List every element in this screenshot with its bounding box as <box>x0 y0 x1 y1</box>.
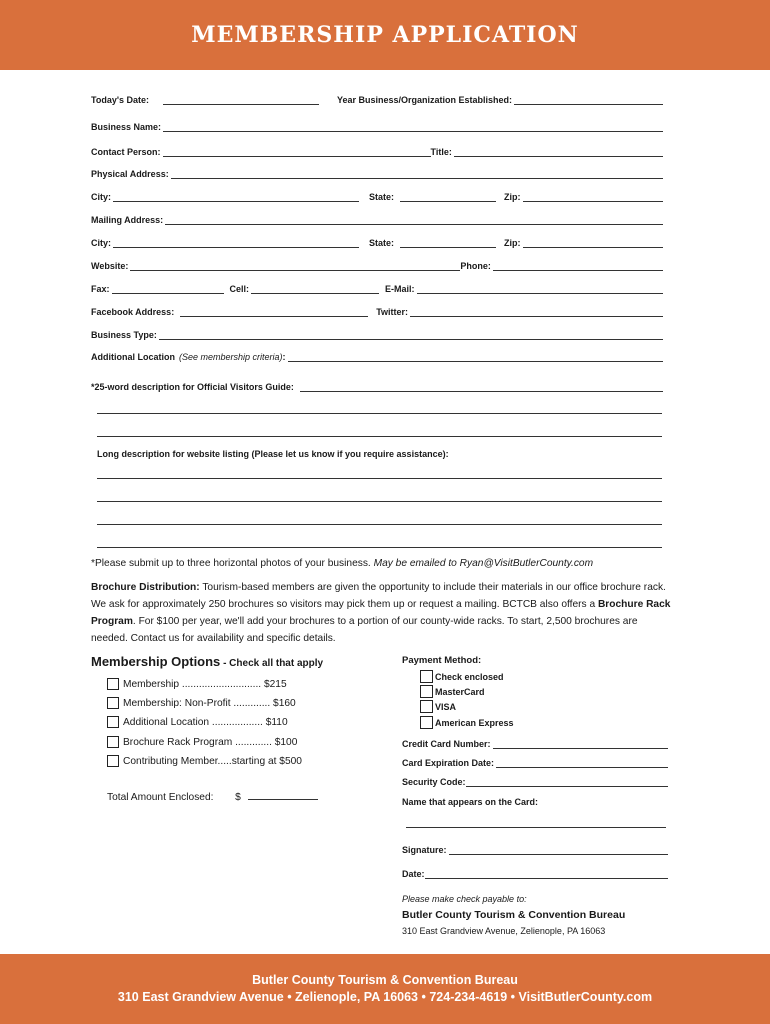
row-long-description <box>97 447 669 459</box>
zip-field[interactable] <box>523 192 663 202</box>
payable-note: Please make check payable to: <box>402 894 527 904</box>
row-card-expiration <box>402 756 668 768</box>
card-number-field[interactable] <box>493 739 668 749</box>
photos-email-note: May be emailed to Ryan@VisitButlerCounty.com <box>373 558 594 569</box>
checkbox[interactable] <box>420 670 433 683</box>
checkbox[interactable] <box>107 736 119 748</box>
row-date-established <box>91 93 663 105</box>
physical-address-label: Physical Address: <box>91 169 169 179</box>
brochure-paragraph <box>91 579 671 647</box>
row-additional-location <box>91 350 663 362</box>
payment-label: VISA <box>435 701 457 712</box>
row-fax-cell-email <box>91 282 663 294</box>
membership-options-heading <box>91 654 323 669</box>
business-name-label: Business Name: <box>91 122 162 132</box>
state-label: State: <box>369 192 395 202</box>
brochure-heading: Brochure Distribution: <box>91 582 200 593</box>
twitter-field[interactable] <box>410 307 663 317</box>
business-name-field[interactable] <box>163 122 663 132</box>
payable-to: Butler County Tourism & Convention Bureau <box>402 909 626 921</box>
todays-date-field[interactable] <box>163 95 319 105</box>
payment-label: MasterCard <box>435 686 485 697</box>
option-brochure-rack[interactable] <box>107 736 297 748</box>
business-type-label: Business Type: <box>91 330 157 340</box>
physical-address-field[interactable] <box>171 169 663 179</box>
city-label: City: <box>91 238 111 248</box>
brochure-text-2: . For $100 per year, we'll add your brochures to a portion of our county-wide racks. To start, 2,500 brochures are needed. Contact us for availability and specific details. <box>91 616 638 644</box>
cell-label: Cell: <box>229 284 250 294</box>
payment-visa[interactable] <box>420 700 456 713</box>
mailing-state-field[interactable] <box>400 238 496 248</box>
year-established-field[interactable] <box>514 95 663 105</box>
row-business-type <box>91 328 663 340</box>
additional-location-label: Additional Location <box>91 352 175 362</box>
row-facebook-twitter <box>91 305 663 317</box>
phone-label: Phone: <box>460 261 491 271</box>
cell-field[interactable] <box>251 284 379 294</box>
row-website-phone <box>91 259 663 271</box>
email-label: E-Mail: <box>385 284 415 294</box>
name-on-card-field[interactable] <box>406 827 666 828</box>
city-field[interactable] <box>113 192 359 202</box>
option-label: Contributing Member.....starting at $500 <box>123 755 302 767</box>
total-currency: $ <box>235 792 241 803</box>
option-label: Membership ............................ $215 <box>123 678 287 690</box>
payment-method-heading: Payment Method: <box>402 655 482 666</box>
payment-label: American Express <box>435 717 514 728</box>
state-label: State: <box>369 238 395 248</box>
security-code-label: Security Code: <box>402 777 466 787</box>
row-date <box>402 867 668 879</box>
row-city-state-zip-1 <box>91 190 663 202</box>
business-type-field[interactable] <box>159 330 663 340</box>
description-25-field[interactable] <box>300 382 663 392</box>
mailing-address-field[interactable] <box>165 215 663 225</box>
payment-mastercard[interactable] <box>420 685 485 698</box>
row-security-code <box>402 775 668 787</box>
row-card-number <box>402 737 668 749</box>
footer-contact-line: 310 East Grandview Avenue • Zelienople, PA 16063 • 724-234-4619 • VisitButlerCounty.com <box>117 990 653 1004</box>
checkbox[interactable] <box>420 716 433 729</box>
name-on-card-label: Name that appears on the Card: <box>402 797 539 807</box>
checkbox[interactable] <box>420 685 433 698</box>
footer-banner <box>0 954 770 1024</box>
card-expiration-label: Card Expiration Date: <box>402 758 495 768</box>
option-membership[interactable] <box>107 678 287 690</box>
checkbox[interactable] <box>107 755 119 767</box>
total-field[interactable] <box>248 790 318 800</box>
checkbox[interactable] <box>107 716 119 728</box>
description-25-line-3[interactable] <box>97 436 662 437</box>
twitter-label: Twitter: <box>376 307 409 317</box>
contact-person-label: Contact Person: <box>91 147 161 157</box>
row-contact <box>91 145 663 157</box>
option-label: Brochure Rack Program ............. $100 <box>123 736 298 748</box>
total-label: Total Amount Enclosed: <box>107 792 214 803</box>
mailing-city-field[interactable] <box>113 238 359 248</box>
row-physical-address <box>91 167 663 179</box>
fax-field[interactable] <box>112 284 224 294</box>
security-code-field[interactable] <box>466 777 668 787</box>
payment-label: Check enclosed <box>435 671 504 682</box>
state-field[interactable] <box>400 192 496 202</box>
phone-field[interactable] <box>493 261 663 271</box>
checkbox[interactable] <box>420 700 433 713</box>
row-description-25 <box>91 380 663 392</box>
payment-check[interactable] <box>420 670 504 683</box>
footer-org-name: Butler County Tourism & Convention Bureau <box>252 973 518 987</box>
option-non-profit[interactable] <box>107 697 296 709</box>
brochure-text-1: Tourism-based members are given the opportunity to include their materials in our office brochure rack. We ask for approximately 250 brochures so visitors may pick them up or request a mailing. BCTCB also offers a <box>91 582 666 610</box>
total-amount <box>107 790 318 803</box>
row-name-on-card <box>402 795 668 807</box>
signature-label: Signature: <box>402 845 447 855</box>
card-number-label: Credit Card Number: <box>402 739 491 749</box>
page-title: MEMBERSHIP APPLICATION <box>191 22 579 48</box>
row-mailing-address <box>91 213 663 225</box>
option-additional-location[interactable] <box>107 716 288 728</box>
photos-text: *Please submit up to three horizontal photos of your business. <box>91 558 374 569</box>
option-label: Additional Location .................. $110 <box>123 716 288 728</box>
mailing-address-label: Mailing Address: <box>91 215 164 225</box>
membership-options-subtitle: - Check all that apply <box>220 658 324 669</box>
contact-person-field[interactable] <box>163 147 431 157</box>
zip-label: Zip: <box>504 238 521 248</box>
header-banner <box>0 0 770 70</box>
brochure-rack-program: Brochure Rack Program <box>91 599 671 627</box>
long-description-line-3[interactable] <box>97 524 662 525</box>
title-label: Title: <box>430 147 452 157</box>
additional-location-field[interactable] <box>288 352 663 362</box>
checkbox[interactable] <box>107 678 119 690</box>
todays-date-label: Today's Date: <box>91 95 149 105</box>
payable-address: 310 East Grandview Avenue, Zelienople, PA 16063 <box>402 926 606 936</box>
date-field[interactable] <box>425 869 668 879</box>
signature-field[interactable] <box>449 845 668 855</box>
website-label: Website: <box>91 261 129 271</box>
membership-options-title: Membership Options <box>91 654 221 669</box>
long-description-line-4[interactable] <box>97 547 662 548</box>
date-label: Date: <box>402 869 425 879</box>
additional-location-note: (See membership criteria) <box>179 352 283 362</box>
description-25-line-2[interactable] <box>97 413 662 414</box>
row-city-state-zip-2 <box>91 236 663 248</box>
row-signature <box>402 843 668 855</box>
facebook-label: Facebook Address: <box>91 307 175 317</box>
email-field[interactable] <box>417 284 663 294</box>
long-description-line-2[interactable] <box>97 501 662 502</box>
zip-label: Zip: <box>504 192 521 202</box>
city-label: City: <box>91 192 111 202</box>
option-label: Membership: Non-Profit ............. $160 <box>123 697 296 709</box>
additional-location-colon: : <box>282 352 286 362</box>
long-description-label: Long description for website listing (Please let us know if you require assistance): <box>97 449 449 459</box>
option-contributing-member[interactable] <box>107 755 302 767</box>
photos-note <box>91 558 593 569</box>
checkbox[interactable] <box>107 697 119 709</box>
long-description-line-1[interactable] <box>97 478 662 479</box>
facebook-field[interactable] <box>180 307 368 317</box>
row-business-name <box>91 120 663 132</box>
mailing-zip-field[interactable] <box>523 238 663 248</box>
payment-amex[interactable] <box>420 716 514 729</box>
fax-label: Fax: <box>91 284 110 294</box>
card-expiration-field[interactable] <box>496 758 668 768</box>
title-field[interactable] <box>454 147 663 157</box>
description-25-label: *25-word description for Official Visitors Guide: <box>91 382 294 392</box>
year-established-label: Year Business/Organization Established: <box>337 95 513 105</box>
website-field[interactable] <box>130 261 460 271</box>
